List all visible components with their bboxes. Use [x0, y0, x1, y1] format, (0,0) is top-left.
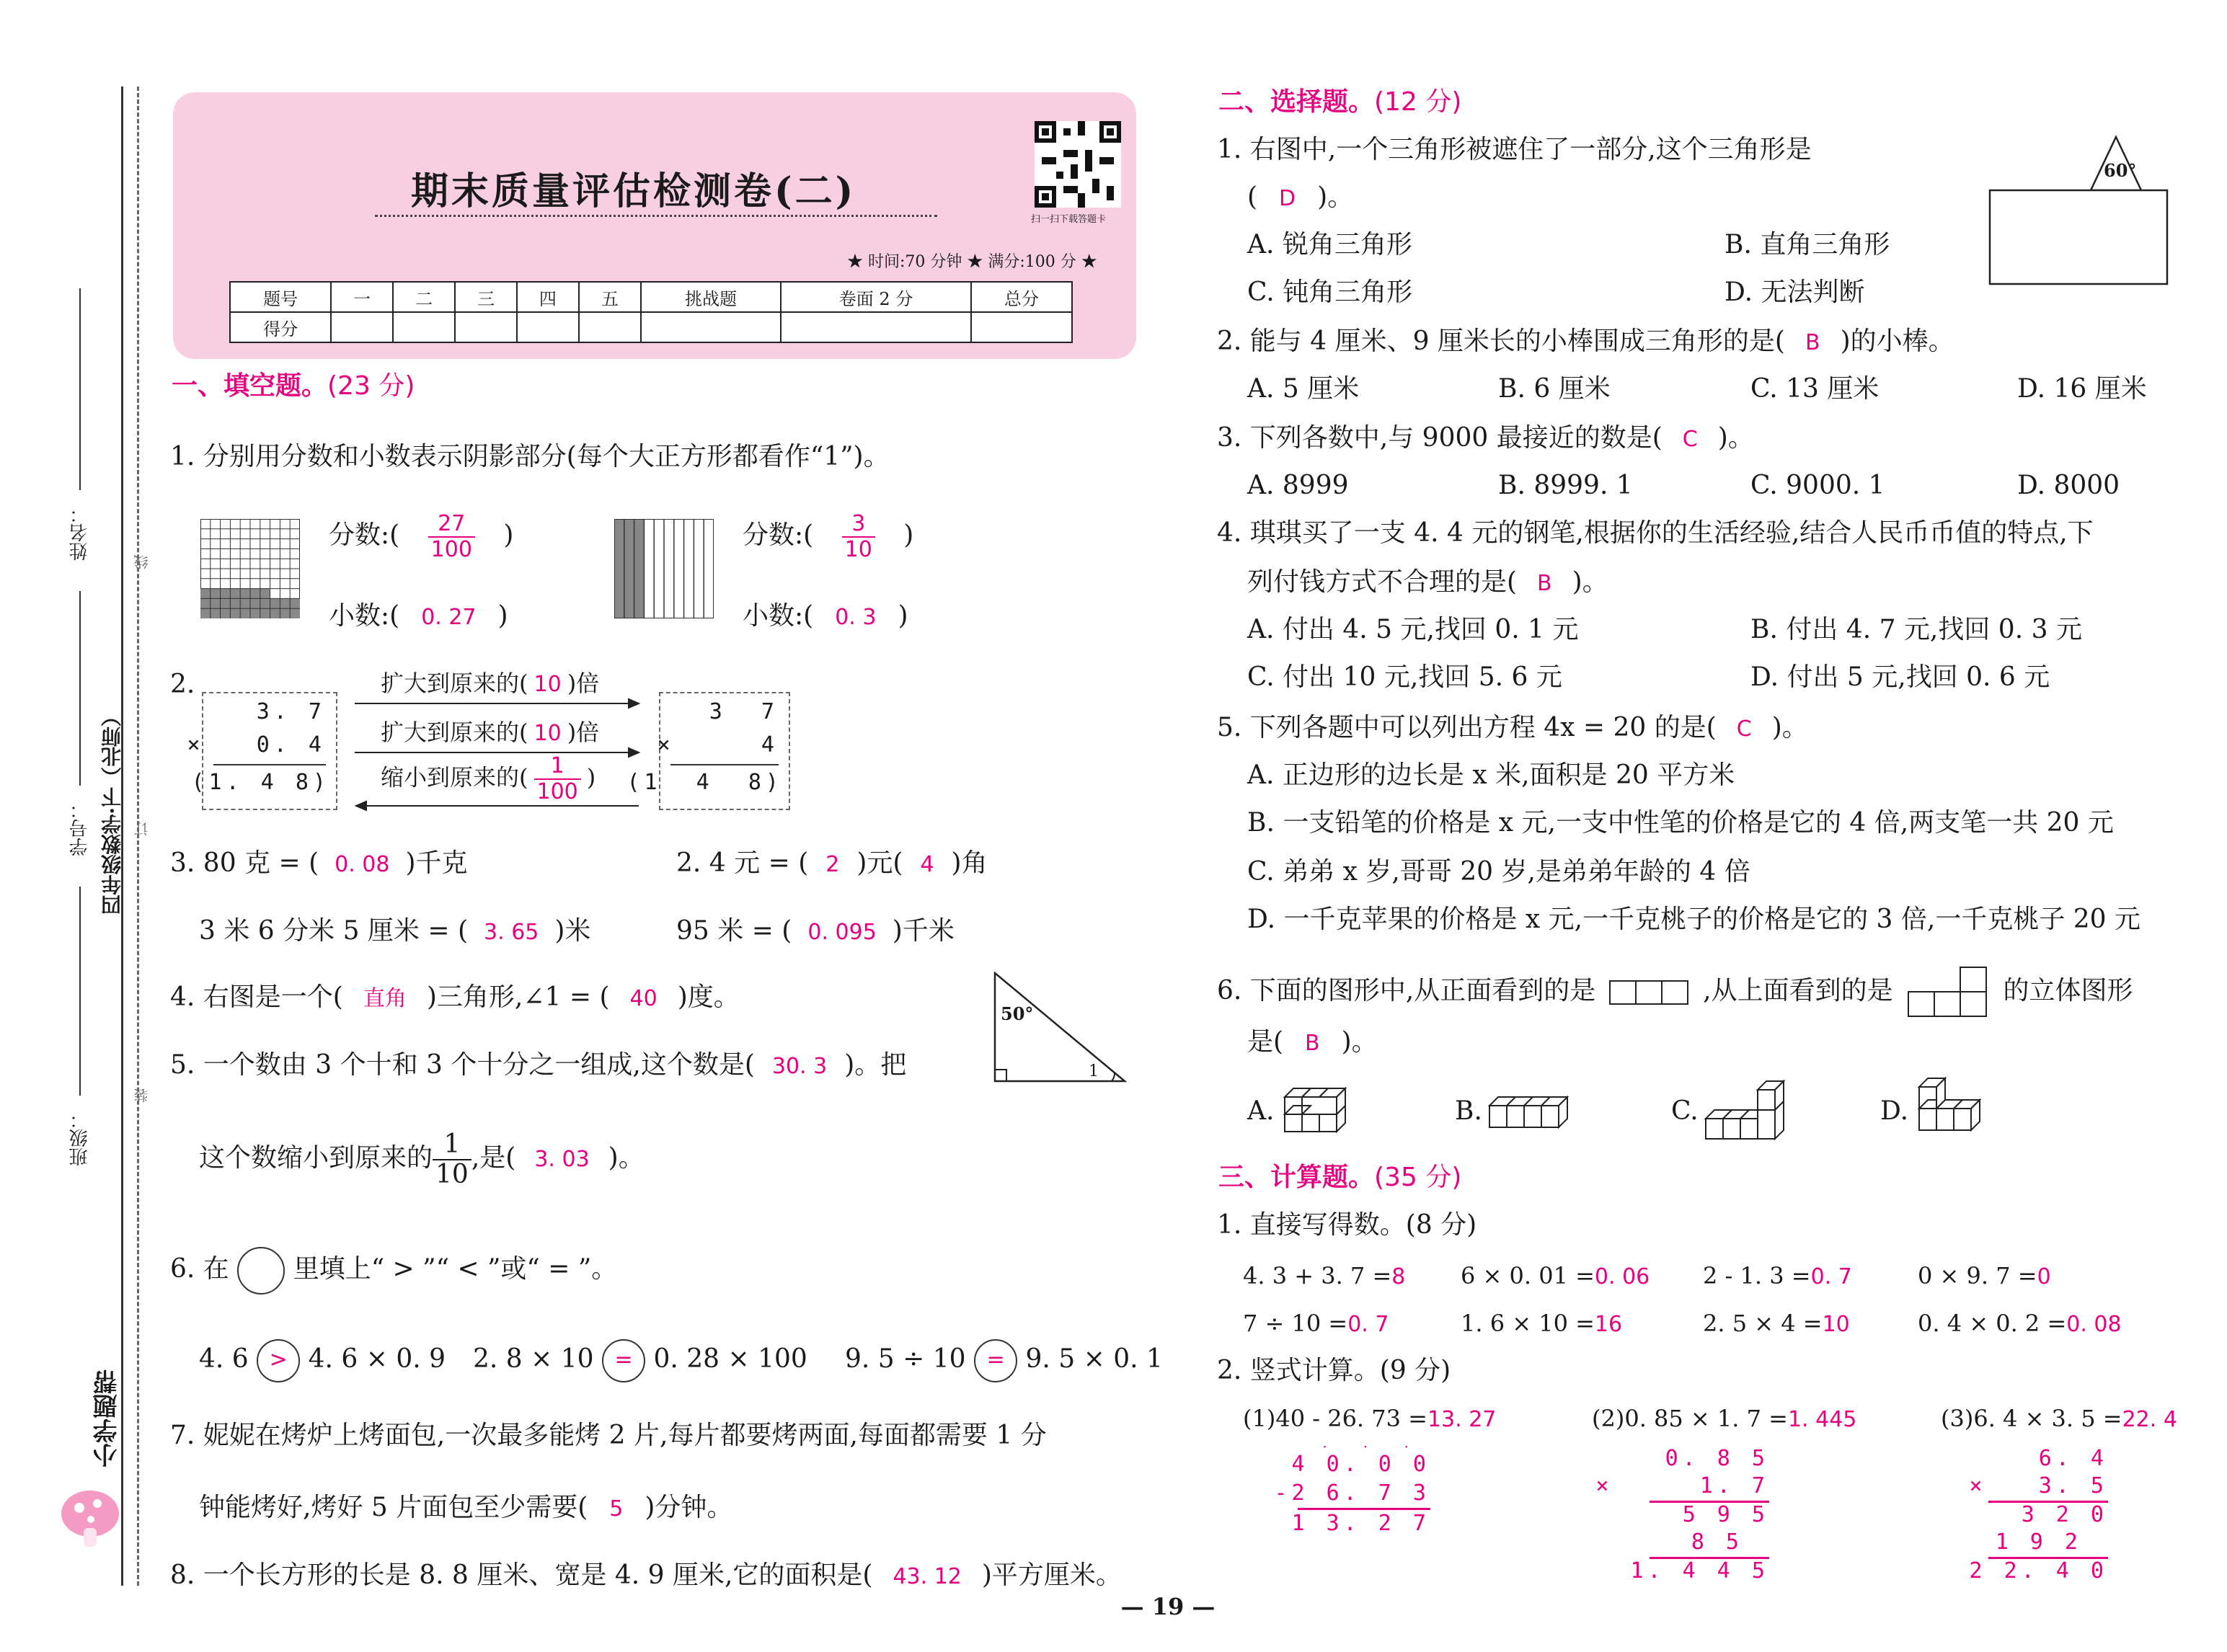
answer: 3. 65 [484, 920, 539, 945]
score-cell: 三 [455, 282, 517, 312]
s2-q4-line1: 4. 琪琪买了一支 4. 4 元的钢笔,根据你的生活经验,结合人民币币值的特点,下 [1217, 518, 2094, 548]
q5-line2 [199, 1129, 645, 1189]
s2-q3-option-a[interactable]: A. 8999 [1247, 471, 1349, 500]
s2-q3 [1217, 422, 1754, 456]
section-points: (23 分) [327, 371, 415, 401]
hidden-triangle-angle: 60° [2104, 160, 2137, 181]
exam-info: ★ 时间:70 分钟 ★ 满分:100 分 ★ [847, 253, 1097, 271]
page-title: 期末质量评估检测卷(二) [411, 169, 856, 213]
q4 [170, 982, 740, 1015]
q1a-decimal [329, 600, 508, 634]
score-cell: 卷面 2 分 [781, 282, 971, 312]
expression: 0 × 9. 7 = [1918, 1262, 2037, 1289]
answer: 0 [2037, 1264, 2051, 1289]
s2-q2-option-c[interactable]: C. 13 厘米 [1750, 374, 1880, 404]
q3-b [676, 848, 988, 881]
label: )。把 [844, 1050, 907, 1080]
q3-d [676, 915, 955, 949]
s2-q6-option-b-label[interactable]: B. [1455, 1096, 1482, 1126]
vertical-calc-3 [1969, 1442, 2112, 1593]
label: 2. 能与 4 厘米、9 厘米长的小棒围成三角形的是( [1217, 327, 1785, 356]
numerator: 1 [433, 1132, 471, 1160]
cube-figure-c[interactable] [1701, 1073, 1802, 1145]
q1b-fraction [743, 513, 913, 561]
s2-q5 [1217, 712, 1808, 745]
oral-item [1243, 1307, 1389, 1341]
answer: 5 [609, 1496, 624, 1522]
label: 小数:( [743, 601, 814, 631]
grid-100-figure [200, 519, 300, 618]
calc-line: × 0. 4 [187, 732, 326, 758]
label: )分钟。 [645, 1493, 733, 1522]
answer: 13. 27 [1427, 1407, 1497, 1432]
calc-line: 3 2 0 [2021, 1502, 2108, 1527]
label: )倍 [567, 670, 600, 697]
answer: 2 [825, 852, 840, 877]
s2-q2-option-d[interactable]: D. 16 厘米 [2017, 374, 2147, 404]
answer: 1. 445 [1787, 1407, 1857, 1432]
section-title-text: 二、选择题。 [1218, 87, 1375, 117]
borrow-dots: · · · [1322, 1438, 1425, 1455]
calc-line: 4 0. 0 0 [1291, 1452, 1430, 1477]
title-underline [375, 215, 937, 217]
score-cell: 五 [579, 282, 641, 312]
s2-q3-option-d[interactable]: D. 8000 [2017, 471, 2120, 500]
answer: 4 [920, 852, 934, 877]
qr-code[interactable] [1035, 121, 1121, 208]
cut-label-ding: 订 [133, 822, 151, 836]
label: )平方厘米。 [981, 1560, 1122, 1590]
cut-label-zhuang: 装 [133, 1088, 151, 1103]
oral-item [1461, 1307, 1622, 1341]
id-label: 学号： [69, 800, 91, 856]
s2-q5-option-a[interactable]: A. 正边形的边长是 x 米,面积是 20 平方米 [1247, 760, 1735, 790]
label: )三角形,∠1 = ( [426, 982, 610, 1012]
score-input[interactable] [517, 312, 579, 342]
s2-q4-option-a[interactable]: A. 付出 4. 5 元,找回 0. 1 元 [1247, 615, 1579, 644]
compare-answer[interactable]: = [602, 1339, 645, 1382]
numerator: 1 [534, 755, 581, 780]
q6-stem [170, 1247, 617, 1294]
s2-q1-option-b[interactable]: B. 直角三角形 [1725, 230, 1890, 259]
right-triangle-figure [988, 966, 1132, 1088]
calc-line: 1. 4 4 5 [1630, 1558, 1769, 1584]
qr-caption: 扫一扫下载答题卡 [1031, 214, 1107, 225]
expression: 1. 6 × 10 = [1461, 1310, 1595, 1337]
answer: 0. 095 [807, 920, 877, 945]
calc-line: -2 6. 7 3 [1274, 1480, 1430, 1506]
label: 3. 80 克 = ( [170, 848, 319, 878]
s2-q6-line1 [1217, 966, 2133, 1019]
score-input[interactable] [455, 312, 517, 342]
q6-compare-1 [199, 1339, 446, 1382]
oral-item [1703, 1260, 1852, 1293]
name-label: 姓名： [69, 505, 91, 561]
cut-label-xian: 线 [133, 555, 151, 569]
expression: (1)40 - 26. 73 = [1243, 1405, 1427, 1432]
label: )的小棒。 [1840, 327, 1954, 356]
s2-q2-option-a[interactable]: A. 5 厘米 [1247, 374, 1360, 404]
calc-line: 2 2. 4 0 [1969, 1558, 2108, 1584]
score-cell: 四 [517, 282, 579, 312]
s2-q1-option-c[interactable]: C. 钝角三角形 [1247, 277, 1413, 307]
score-input[interactable] [393, 312, 455, 342]
column-problem-3 [1941, 1403, 2177, 1436]
answer: 40 [629, 986, 658, 1011]
class-blank [79, 887, 81, 1096]
answer: D [1279, 186, 1296, 211]
s2-q2-option-b[interactable]: B. 6 厘米 [1498, 374, 1611, 404]
s2-q5-option-b[interactable]: B. 一支铅笔的价格是 x 元,一支中性笔的价格是它的 4 倍,两支笔一共 20 元 [1247, 808, 2114, 838]
id-blank [79, 591, 81, 786]
answer: 0. 3 [835, 605, 877, 630]
q2-number: 2. [170, 670, 195, 699]
answer: C [1736, 716, 1752, 742]
answer: 8 [1391, 1264, 1406, 1289]
q7-line1: 7. 妮妮在烤炉上烤面包,一次最多能烤 2 片,每片都要烤两面,每面都需要 1 分 [170, 1421, 1047, 1450]
answer-fraction [842, 513, 875, 561]
calc-line: 0. 8 5 [1665, 1446, 1769, 1471]
oral-item [1243, 1260, 1405, 1293]
circle-blank-icon [237, 1247, 285, 1294]
s2-q6-option-d-label[interactable]: D. [1880, 1096, 1909, 1126]
section-points: (12 分) [1374, 87, 1462, 117]
vertical-calc-1 [1274, 1438, 1435, 1542]
answer: 22. 4 [2122, 1407, 2177, 1432]
answer: 10 [533, 721, 562, 746]
column-problem-2 [1592, 1403, 1856, 1436]
oral-item [1461, 1260, 1650, 1293]
compare-answer[interactable]: > [257, 1339, 300, 1382]
s3-q2-stem: 2. 竖式计算。(9 分) [1217, 1356, 1451, 1385]
label: 分数:( [743, 520, 814, 550]
label: 8. 一个长方形的长是 8. 8 厘米、宽是 4. 9 厘米,它的面积是( [170, 1560, 873, 1590]
score-input[interactable] [579, 312, 641, 342]
q3-c [199, 915, 590, 949]
q6-compare-2 [473, 1339, 807, 1382]
denominator: 10 [844, 537, 872, 562]
margin-strip [0, 0, 151, 1652]
answer: 0. 08 [2066, 1312, 2122, 1337]
label: )倍 [567, 719, 600, 746]
strips-10-figure [614, 519, 714, 618]
label: )。 [1771, 713, 1808, 742]
class-label: 班级： [69, 1110, 91, 1166]
label: )元( [856, 848, 903, 878]
expression: 2 - 1. 3 = [1703, 1262, 1811, 1289]
calc-line: (1 4 8) [627, 770, 783, 795]
expression: 2. 5 × 4 = [1703, 1310, 1823, 1337]
label: )。 [1572, 567, 1608, 597]
answer-fraction [428, 513, 475, 561]
s2-q3-option-b[interactable]: B. 8999. 1 [1498, 471, 1633, 500]
column-problem-1 [1243, 1403, 1496, 1436]
section-1-title [172, 370, 415, 402]
label: 小数:( [329, 601, 400, 631]
calc-rule [670, 764, 779, 765]
s2-q5-option-d[interactable]: D. 一千克苹果的价格是 x 元,一千克桃子的价格是它的 3 倍,一千克桃子 20 元 [1247, 905, 2141, 934]
score-cell: 得分 [230, 312, 331, 342]
top-view-icon [1907, 966, 1989, 1019]
label: )米 [554, 916, 591, 946]
label: )千克 [405, 848, 468, 878]
answer: 0. 7 [1347, 1312, 1389, 1337]
s2-q4-line2 [1247, 567, 1608, 600]
answer: B [1305, 1031, 1320, 1056]
score-input[interactable] [781, 312, 971, 342]
section-title-text: 三、计算题。 [1218, 1163, 1375, 1192]
cube-figure-d[interactable] [1911, 1073, 2019, 1145]
cube-figure-b[interactable] [1485, 1081, 1593, 1139]
triangle-angle-label: 50° [1001, 1003, 1034, 1024]
score-input[interactable] [641, 312, 781, 342]
q3-a [170, 848, 468, 881]
label: ) [497, 601, 508, 631]
label: 的立体图形 [2003, 976, 2133, 1005]
label: )。 [1717, 423, 1754, 453]
section-2-title [1218, 86, 1461, 118]
label: 95 米 = ( [676, 916, 792, 946]
q1a-fraction [329, 513, 513, 561]
label: 4. 6 × 0. 9 [308, 1344, 446, 1374]
label: ) [503, 520, 514, 550]
cube-figure-a[interactable] [1278, 1081, 1371, 1139]
oral-item [1918, 1307, 2122, 1341]
label: 2. 4 元 = ( [676, 848, 809, 878]
q2-arrows [353, 692, 642, 814]
mushroom-icon [58, 1485, 123, 1550]
answer: 10 [533, 672, 562, 697]
score-input[interactable] [331, 312, 393, 342]
s2-q4-option-c[interactable]: C. 付出 10 元,找回 5. 6 元 [1247, 662, 1562, 692]
label: )千米 [892, 916, 955, 946]
calc-line: 8 5 [1691, 1529, 1743, 1555]
q7-line2 [199, 1492, 732, 1525]
label: ( [1247, 182, 1258, 212]
label: 3. 下列各数中,与 9000 最接近的数是( [1217, 423, 1662, 453]
front-view-icon [1608, 980, 1691, 1005]
hidden-triangle-figure [1984, 134, 2173, 288]
s2-q1-line2 [1247, 182, 1353, 215]
score-cell: 总分 [971, 282, 1072, 312]
label: 2. 8 × 10 [473, 1344, 594, 1374]
label: 5. 一个数由 3 个十和 3 个十分之一组成,这个数是( [170, 1050, 755, 1080]
label: 这个数缩小到原来的 [199, 1143, 433, 1173]
expression: 4. 3 + 3. 7 = [1243, 1262, 1392, 1289]
label: 扩大到原来的( [381, 719, 528, 746]
brand-label: 小学题帮 [93, 1369, 122, 1467]
answer: 0. 08 [335, 852, 390, 877]
s2-q1-option-a[interactable]: A. 锐角三角形 [1247, 230, 1412, 259]
label: )度。 [677, 982, 740, 1012]
section-points: (35 分) [1374, 1163, 1462, 1192]
expression: (2)0. 85 × 1. 7 = [1592, 1405, 1788, 1432]
label: 扩大到原来的( [381, 670, 528, 697]
expression: 7 ÷ 10 = [1243, 1310, 1348, 1337]
label: ) [898, 601, 908, 631]
calc-line: 1 9 2 [1995, 1529, 2082, 1555]
section-3-title [1218, 1162, 1461, 1194]
label: 4. 6 [199, 1344, 249, 1374]
expression: 6 × 0. 01 = [1461, 1262, 1595, 1289]
s2-q6-option-c-label[interactable]: C. [1671, 1096, 1699, 1126]
answer: 直角 [363, 986, 407, 1011]
calc-line: 1 3. 2 7 [1291, 1511, 1430, 1536]
label: ) [903, 520, 914, 550]
calc-line: 5 9 5 [1682, 1502, 1769, 1527]
score-cell: 二 [393, 282, 455, 312]
label: 6. 下面的图形中,从正面看到的是 [1217, 976, 1596, 1005]
denominator: 100 [430, 537, 472, 562]
calc-line: × 4 [657, 732, 779, 758]
section-title-text: 一、填空题。 [172, 371, 328, 401]
answer: 0. 27 [421, 605, 477, 630]
denominator: 100 [536, 779, 578, 804]
answer: 16 [1594, 1312, 1623, 1337]
s2-q6-option-a-label[interactable]: A. [1247, 1096, 1275, 1126]
label: )角 [951, 848, 988, 878]
header-box [173, 92, 1136, 359]
cut-line-dashed [137, 86, 139, 1586]
answer: C [1682, 427, 1698, 452]
calc-line: 3 7 [709, 699, 779, 724]
answer: 10 [1822, 1312, 1850, 1337]
label: 列付钱方式不合理的是( [1247, 567, 1518, 597]
label: ) [586, 763, 596, 791]
label: 缩小到原来的( [381, 763, 528, 791]
label: 3 米 6 分米 5 厘米 = ( [199, 916, 469, 946]
score-cell: 挑战题 [641, 282, 781, 312]
answer: B [1537, 571, 1552, 596]
label: 4. 右图是一个( [170, 982, 343, 1012]
answer: B [1805, 330, 1820, 355]
q8 [170, 1560, 1122, 1593]
label: 0. 28 × 100 [653, 1344, 807, 1374]
score-table [229, 281, 1073, 343]
answer: 43. 12 [893, 1564, 962, 1589]
page-number: — 19 — [1120, 1593, 1216, 1620]
label: )。 [1317, 182, 1354, 212]
s2-q6-line2 [1247, 1026, 1378, 1060]
q1b-decimal [743, 600, 908, 634]
label: 9. 5 ÷ 10 [845, 1344, 966, 1374]
label: ,是( [471, 1143, 516, 1173]
label: 5. 下列各题中可以列出方程 4x = 20 的是( [1217, 713, 1717, 742]
name-blank [79, 288, 81, 490]
label: 钟能烤好,烤好 5 片面包至少需要( [199, 1493, 588, 1522]
calc-line: 6. 4 [2038, 1446, 2108, 1471]
calc-rule [213, 764, 326, 765]
numerator: 27 [428, 513, 475, 538]
label: )。 [608, 1143, 645, 1173]
s2-q2 [1217, 326, 1954, 359]
fraction [433, 1129, 471, 1189]
answer: 0. 06 [1594, 1264, 1650, 1289]
s2-q3-option-c[interactable]: C. 9000. 1 [1750, 471, 1885, 500]
q6-compare-3 [845, 1339, 1163, 1382]
expression: (3)6. 4 × 3. 5 = [1941, 1405, 2122, 1432]
triangle-angle-mark: 1 [1089, 1062, 1099, 1080]
calc-line: × 3. 5 [1969, 1473, 2108, 1498]
score-input[interactable] [971, 312, 1072, 342]
score-cell: 题号 [230, 282, 331, 312]
oral-item [1703, 1307, 1850, 1341]
vertical-calc-2 [1595, 1442, 1774, 1593]
calc-line: 3. 7 [256, 699, 326, 724]
score-value-row [230, 312, 1072, 342]
label: 分数:( [329, 520, 400, 550]
s2-q5-option-c[interactable]: C. 弟弟 x 岁,哥哥 20 岁,是弟弟年龄的 4 倍 [1247, 857, 1750, 887]
answer: 0. 7 [1810, 1264, 1852, 1289]
s2-q1-line1: 1. 右图中,一个三角形被遮住了一部分,这个三角形是 [1217, 135, 1812, 164]
label: 里填上“ > ”“ < ”或“ = ”。 [293, 1254, 618, 1284]
q5-line1 [170, 1049, 906, 1083]
score-header-row [230, 282, 1072, 312]
calc-line: (1. 4 8) [191, 770, 330, 795]
denominator: 10 [435, 1160, 469, 1189]
calc-line: × 1. 7 [1595, 1473, 1769, 1498]
label: 是( [1247, 1027, 1284, 1057]
score-cell: 一 [331, 282, 393, 312]
s3-q1-stem: 1. 直接写得数。(8 分) [1217, 1210, 1477, 1240]
q2-left-calc [187, 692, 337, 810]
compare-answer[interactable]: = [974, 1339, 1017, 1382]
book-label: 四年级数学·下（北师） [100, 706, 124, 915]
label: 6. 在 [170, 1254, 229, 1284]
label: ,从上面看到的是 [1703, 976, 1893, 1005]
s2-q1-option-d[interactable]: D. 无法判断 [1725, 277, 1865, 307]
answer: 30. 3 [771, 1054, 828, 1079]
numerator: 3 [842, 513, 875, 538]
label: )。 [1341, 1027, 1378, 1057]
label: 9. 5 × 0. 1 [1025, 1344, 1163, 1374]
s2-q4-option-b[interactable]: B. 付出 4. 7 元,找回 0. 3 元 [1750, 615, 2082, 644]
expression: 0. 4 × 0. 2 = [1918, 1310, 2067, 1337]
q2-right-calc [627, 692, 790, 810]
oral-item [1918, 1260, 2051, 1293]
s2-q4-option-d[interactable]: D. 付出 5 元,找回 0. 6 元 [1750, 662, 2050, 692]
answer: 3. 03 [534, 1147, 590, 1172]
q1-stem: 1. 分别用分数和小数表示阴影部分(每个大正方形都看作“1”)。 [170, 442, 890, 471]
